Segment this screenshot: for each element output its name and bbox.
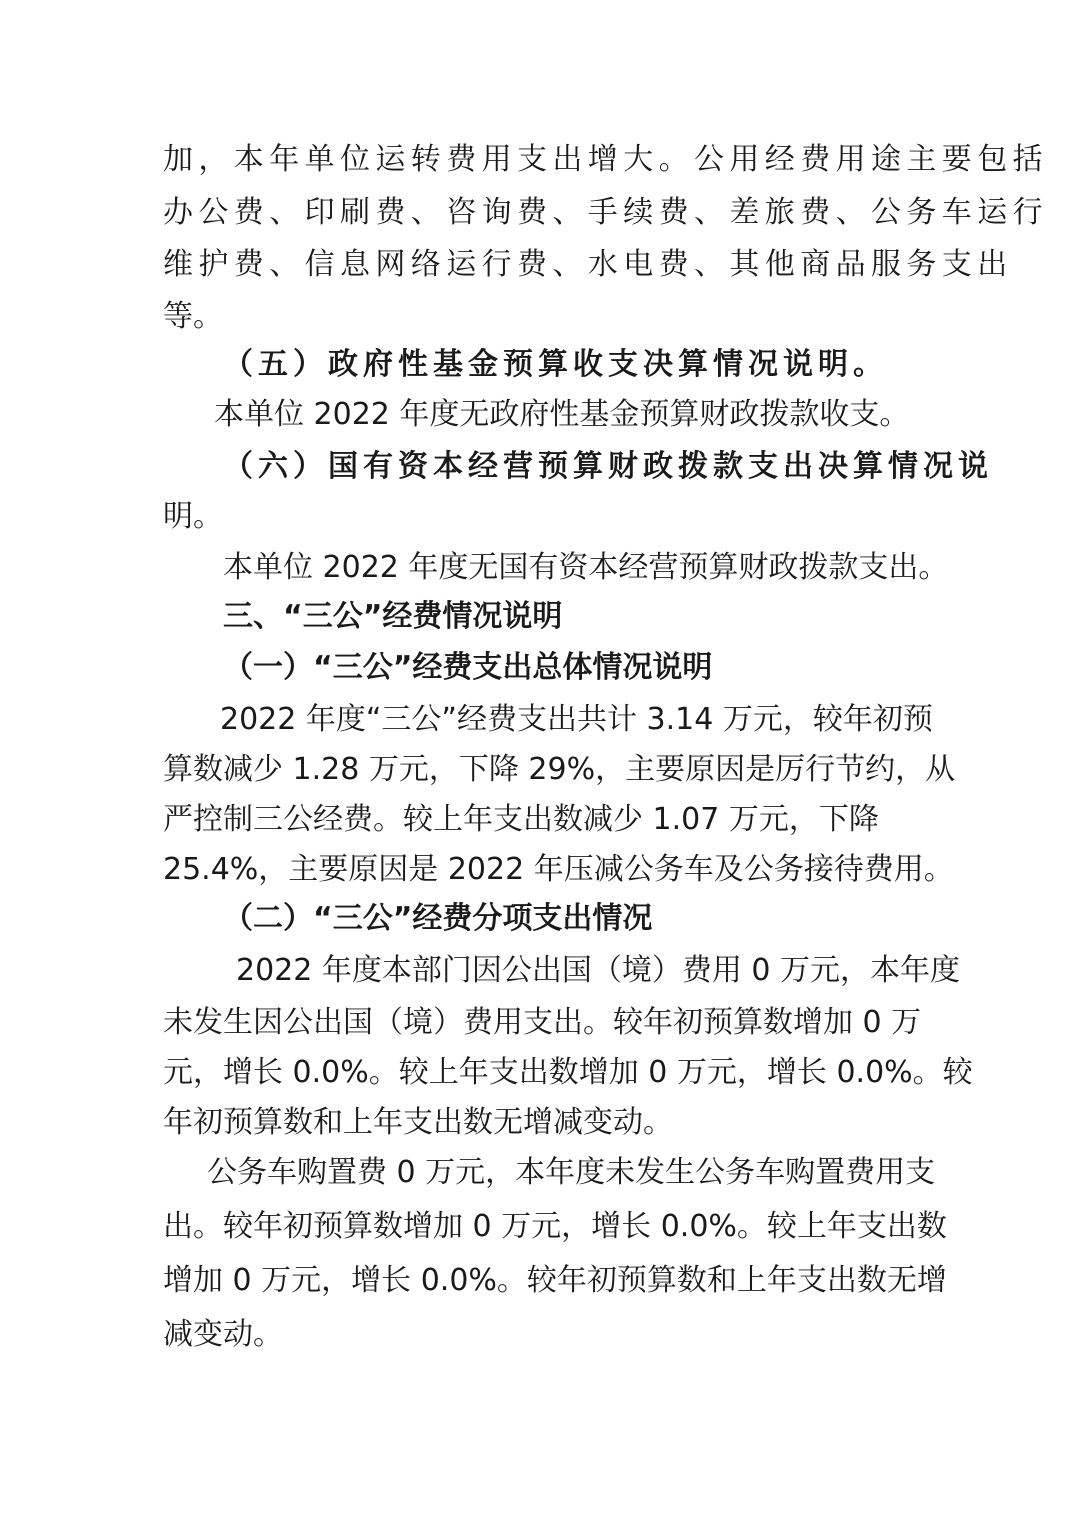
paragraph-line: 2022 年度“三公”经费支出共计 3.14 万元，较年初预 (220, 702, 933, 737)
paragraph-line: 算数减少 1.28 万元，下降 29%，主要原因是厉行节约，从 (163, 752, 956, 787)
section-heading: （二）“三公”经费分项支出情况 (223, 901, 653, 936)
paragraph-line: 出。较年初预算数增加 0 万元，增长 0.0%。较上年支出数 (163, 1209, 947, 1244)
paragraph-line: 减变动。 (163, 1317, 283, 1352)
section-heading: （一）“三公”经费支出总体情况说明 (223, 650, 713, 685)
paragraph-line: 维护费、信息网络运行费、水电费、其他商品服务支出 (163, 247, 1013, 282)
section-heading: 三、“三公”经费情况说明 (223, 599, 563, 634)
section-heading: （六）国有资本经营预算财政拨款支出决算情况说 (223, 449, 993, 484)
paragraph-line: 元，增长 0.0%。较上年支出数增加 0 万元，增长 0.0%。较 (163, 1055, 973, 1090)
section-heading: （五）政府性基金预算收支决算情况说明。 (223, 347, 888, 382)
paragraph-line: 增加 0 万元，增长 0.0%。较年初预算数和上年支出数无增 (163, 1263, 947, 1298)
paragraph-line: 公务车购置费 0 万元，本年度未发生公务车购置费用支 (207, 1155, 936, 1190)
paragraph-line: 加，本年单位运转费用支出增大。公用经费用途主要包括 (163, 142, 1048, 177)
paragraph-line: 本单位 2022 年度无国有资本经营预算财政拨款支出。 (223, 550, 949, 585)
paragraph-line: 2022 年度本部门因公出国（境）费用 0 万元，本年度 (236, 953, 961, 988)
paragraph-line: 严控制三公经费。较上年支出数减少 1.07 万元，下降 (163, 802, 879, 837)
paragraph-line: 明。 (163, 499, 223, 534)
paragraph-line: 未发生因公出国（境）费用支出。较年初预算数增加 0 万 (163, 1005, 922, 1040)
paragraph-line: 办公费、印刷费、咨询费、手续费、差旅费、公务车运行 (163, 195, 1048, 230)
paragraph-line: 本单位 2022 年度无政府性基金预算财政拨款收支。 (214, 397, 910, 432)
paragraph-line: 年初预算数和上年支出数无增减变动。 (163, 1105, 673, 1140)
paragraph-line: 25.4%，主要原因是 2022 年压减公务车及公务接待费用。 (163, 852, 954, 887)
paragraph-line: 等。 (163, 299, 223, 334)
